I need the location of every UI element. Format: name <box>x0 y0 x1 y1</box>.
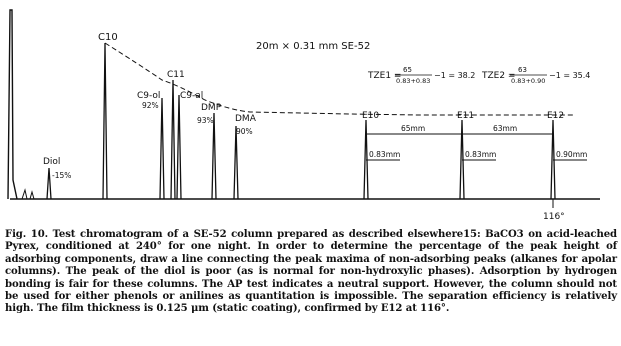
distance-e10-e11: 65mm <box>401 124 426 133</box>
peak-dma <box>234 126 238 199</box>
peak-c9-ol <box>160 98 164 199</box>
width-e11: 0.83mm <box>465 150 497 159</box>
tz2-den: 0.83+0.90 <box>511 77 546 85</box>
peak-diol <box>47 168 51 199</box>
label-e12: E12 <box>547 111 565 121</box>
label-c9-ol: C9-ol <box>137 91 161 101</box>
percent-dmp: 93% <box>197 116 214 125</box>
temperature-label: 116° <box>543 212 565 222</box>
percent-c9-ol: 92% <box>142 101 159 110</box>
label-e11: E11 <box>457 111 475 121</box>
percent-diol: -15% <box>52 171 72 180</box>
tz2-lhs: TZE2 = <box>482 71 516 81</box>
tz2-num: 63 <box>518 66 527 74</box>
percent-dma: 90% <box>236 127 253 136</box>
early-bumps <box>22 190 34 199</box>
label-dma: DMA <box>235 114 256 124</box>
tz2-rhs: −1 = 35.4 <box>549 71 591 80</box>
distance-e11-e12: 63mm <box>493 124 518 133</box>
figure-caption: Fig. 10. Test chromatogram of a SE-52 column prepared as described elsewhere15: BaCO3 on acid-leached Pyrex, conditioned at 240° for one night. In order to determine the percentage of the peak height of adsorbing components, draw a line connecting the peak maxima of non-adsorbing peaks (alkanes for apolar columns). The peak of the diol is poor (as is normal for non-hydroxylic phases). Adsorption by hydrogen bonding is fair for these columns. The AP test indicates a neutral support. However, the column should not be used for either phenols or anilines as quantitation is impossible. The separation efficiency is relatively high. The film thickness is 0.125 μm (static coating), confirmed by E12 at 116°. <box>5 229 617 315</box>
peak-c11 <box>171 80 175 199</box>
label-c10: C10 <box>98 32 118 43</box>
column-label: 20m × 0.31 mm SE-52 <box>256 41 371 52</box>
tz1-lhs: TZE1 = <box>368 71 402 81</box>
tz1-rhs: −1 = 38.2 <box>434 71 476 80</box>
peak-c10 <box>103 43 107 199</box>
tz1-den: 0.83+0.83 <box>396 77 431 85</box>
width-e12: 0.90mm <box>556 150 588 159</box>
width-e10: 0.83mm <box>369 150 401 159</box>
peak-dmp <box>212 113 216 199</box>
peak-c9-al <box>177 95 181 199</box>
label-dmp: DMP <box>201 103 222 113</box>
label-e10: E10 <box>362 111 380 121</box>
label-diol: Diol <box>43 157 61 167</box>
solvent-peak <box>8 10 17 199</box>
tz1-num: 65 <box>403 66 412 74</box>
label-c11: C11 <box>167 70 185 80</box>
label-c9-al: C9-al <box>180 91 204 101</box>
